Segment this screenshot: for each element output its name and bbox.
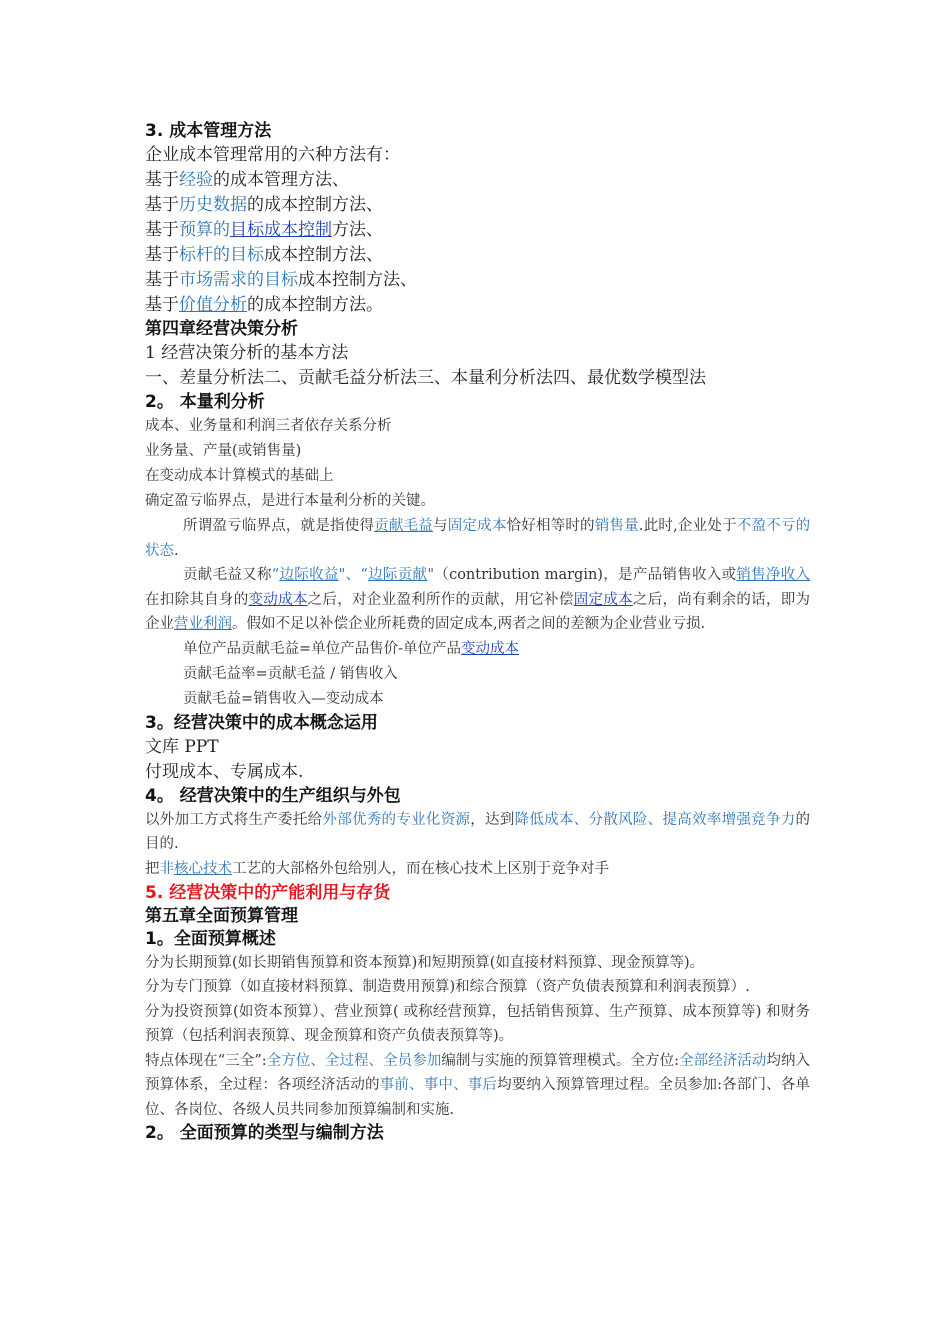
link[interactable]: 价值分析 bbox=[179, 295, 247, 315]
highlight: 外部优秀的专业化资源 bbox=[322, 811, 471, 828]
text: 基于 bbox=[145, 270, 179, 290]
text-line: 业务量、产量(或销售量) bbox=[145, 443, 302, 459]
highlight: 标杆的目标 bbox=[179, 245, 264, 265]
highlight: 全方位、全过程、全员参加 bbox=[266, 1052, 442, 1069]
paragraph bbox=[145, 1049, 810, 1123]
text: “ bbox=[360, 567, 368, 583]
chapter-heading: 第五章全面预算管理 bbox=[145, 905, 298, 926]
highlight: 预算的 bbox=[179, 220, 230, 240]
text: 编制与实施的预算管理模式。全方位: bbox=[441, 1052, 680, 1069]
link[interactable]: 变动成本 bbox=[461, 640, 520, 657]
text: " bbox=[427, 567, 434, 583]
link[interactable]: 固定成本 bbox=[573, 591, 633, 608]
section-heading-red: 5. 经营决策中的产能利用与存货 bbox=[145, 882, 391, 903]
text: 所谓盈亏临界点，就是指使得 bbox=[183, 518, 375, 534]
text: 贡献毛益又称 bbox=[183, 567, 272, 583]
link[interactable]: 营业利润 bbox=[174, 616, 232, 632]
link[interactable]: 贡献毛益 bbox=[374, 518, 433, 534]
text-line: 付现成本、专属成本. bbox=[145, 761, 304, 782]
highlight: 全部经济活动 bbox=[679, 1052, 767, 1069]
text: 基于 bbox=[145, 220, 179, 240]
link[interactable]: 销售净收入 bbox=[736, 567, 811, 583]
text: 恰好相等时的 bbox=[506, 518, 595, 534]
text: 均要纳入预算管理过程。全员参加:各部门、各单位、各岗位、各级人员共同参加预算编制和实施. bbox=[145, 1077, 811, 1118]
formula-line: 贡献毛益=销售收入—变动成本 bbox=[183, 690, 384, 707]
text: 的成本管理方法、 bbox=[213, 170, 349, 190]
section-heading: 3. 成本管理方法 bbox=[145, 121, 272, 141]
text: .此时,企业处于 bbox=[638, 518, 737, 534]
section-heading: 1。全面预算概述 bbox=[145, 928, 276, 949]
text: （contribution margin)，是产品销售收入或 bbox=[433, 567, 737, 583]
paragraph: 分为投资预算(如资本预算）、营业预算( 或称经营预算，包括销售预算、生产预算、成本预算等) 和财务预算（包括利润表预算、现金预算和资产负债表预算等)。 bbox=[145, 1003, 810, 1044]
subheading: 1 经营决策分析的基本方法 bbox=[145, 343, 349, 363]
link[interactable]: 变动成本 bbox=[248, 591, 308, 608]
text: 特点体现在“三全”: bbox=[145, 1052, 267, 1069]
text: 成本控制方法、 bbox=[264, 245, 383, 265]
section-heading: 2。 全面预算的类型与编制方法 bbox=[145, 1123, 384, 1143]
link[interactable]: 边际贡献 bbox=[367, 567, 428, 583]
text: 把 bbox=[145, 860, 160, 877]
method-item bbox=[145, 193, 810, 218]
method-item bbox=[145, 243, 810, 268]
text: . bbox=[174, 542, 179, 559]
text: 之后，尚有剩余的话，即为企业 bbox=[145, 591, 811, 632]
text: 均纳入预算体系，全过程：各项经济活动的 bbox=[145, 1052, 811, 1093]
text: 的成本控制方法、 bbox=[247, 195, 383, 215]
link[interactable]: 边际收益 bbox=[279, 567, 339, 583]
text: ，达到 bbox=[470, 811, 515, 828]
text: 基于 bbox=[145, 245, 179, 265]
text: "、 bbox=[338, 567, 361, 583]
section-heading: 4。 经营决策中的生产组织与外包 bbox=[145, 785, 401, 806]
link[interactable]: 目标成本控制 bbox=[230, 220, 332, 240]
method-item bbox=[145, 293, 810, 318]
highlight: 市场需求的目标 bbox=[179, 270, 298, 290]
text: 的成本控制方法。 bbox=[247, 295, 383, 315]
text-line: 企业成本管理常用的六种方法有： bbox=[145, 145, 400, 165]
text-line: 在变动成本计算模式的基础上 bbox=[145, 468, 334, 484]
text: 在扣除其自身的 bbox=[145, 591, 249, 608]
highlight: 降低成本、分散风险、提高效率增强竞争力 bbox=[514, 811, 796, 828]
text: 工艺的大部格外包给别人，而在核心技术上区别于竞争对手 bbox=[232, 860, 609, 877]
highlight: 不盈不亏的状态 bbox=[145, 518, 811, 559]
section-heading: 2。 本量利分析 bbox=[145, 392, 265, 412]
text-line: 一、差量分析法二、贡献毛益分析法三、本量利分析法四、最优数学模型法 bbox=[145, 368, 706, 388]
text: 单位产品贡献毛益=单位产品售价-单位产品 bbox=[183, 640, 462, 657]
text: 方法、 bbox=[332, 220, 383, 240]
section-heading: 3。经营决策中的成本概念运用 bbox=[145, 712, 378, 733]
formula-line: 贡献毛益率=贡献毛益 / 销售收入 bbox=[183, 665, 398, 682]
text-line bbox=[145, 857, 810, 882]
document-page bbox=[145, 120, 810, 1145]
text: 成本控制方法、 bbox=[298, 270, 417, 290]
paragraph bbox=[145, 563, 810, 637]
highlight: 非 bbox=[159, 860, 174, 877]
link[interactable]: 核心技术 bbox=[174, 860, 232, 877]
chapter-heading: 第四章经营决策分析 bbox=[145, 319, 298, 339]
paragraph: 分为专门预算（如直接材料预算、制造费用预算)和综合预算（资产负债表预算和利润表预算）. bbox=[145, 979, 750, 995]
text: 的目的. bbox=[145, 811, 811, 852]
highlight: 事前、事中、事后 bbox=[379, 1077, 498, 1093]
text: 。假如不足以补偿企业所耗费的固定成本,两者之间的差额为企业营业亏损. bbox=[232, 616, 706, 632]
paragraph: 分为长期预算(如长期销售预算和资本预算)和短期预算(如直接材料预算、现金预算等)。 bbox=[145, 954, 705, 971]
highlight: 经验 bbox=[179, 170, 213, 190]
text-line: 确定盈亏临界点，是进行本量利分析的关键。 bbox=[145, 493, 435, 509]
text: 基于 bbox=[145, 295, 179, 315]
method-item bbox=[145, 218, 810, 243]
text: “ bbox=[271, 567, 280, 583]
highlight: 销售量 bbox=[594, 518, 639, 534]
method-item bbox=[145, 168, 810, 193]
text: 以外加工方式将生产委托给 bbox=[145, 811, 323, 828]
formula-line bbox=[145, 637, 810, 662]
method-item bbox=[145, 268, 810, 293]
paragraph bbox=[145, 808, 810, 857]
text-line: 成本、业务量和利润三者依存关系分析 bbox=[145, 418, 392, 434]
highlight: 固定成本 bbox=[447, 518, 507, 534]
text-line: 文库 PPT bbox=[145, 736, 219, 757]
highlight: 历史数据 bbox=[179, 195, 247, 215]
text: 基于 bbox=[145, 195, 179, 215]
paragraph bbox=[145, 514, 810, 563]
text: 基于 bbox=[145, 170, 179, 190]
text: 之后，对企业盈利所作的贡献，用它补偿 bbox=[307, 591, 574, 608]
text: 与 bbox=[432, 518, 448, 534]
